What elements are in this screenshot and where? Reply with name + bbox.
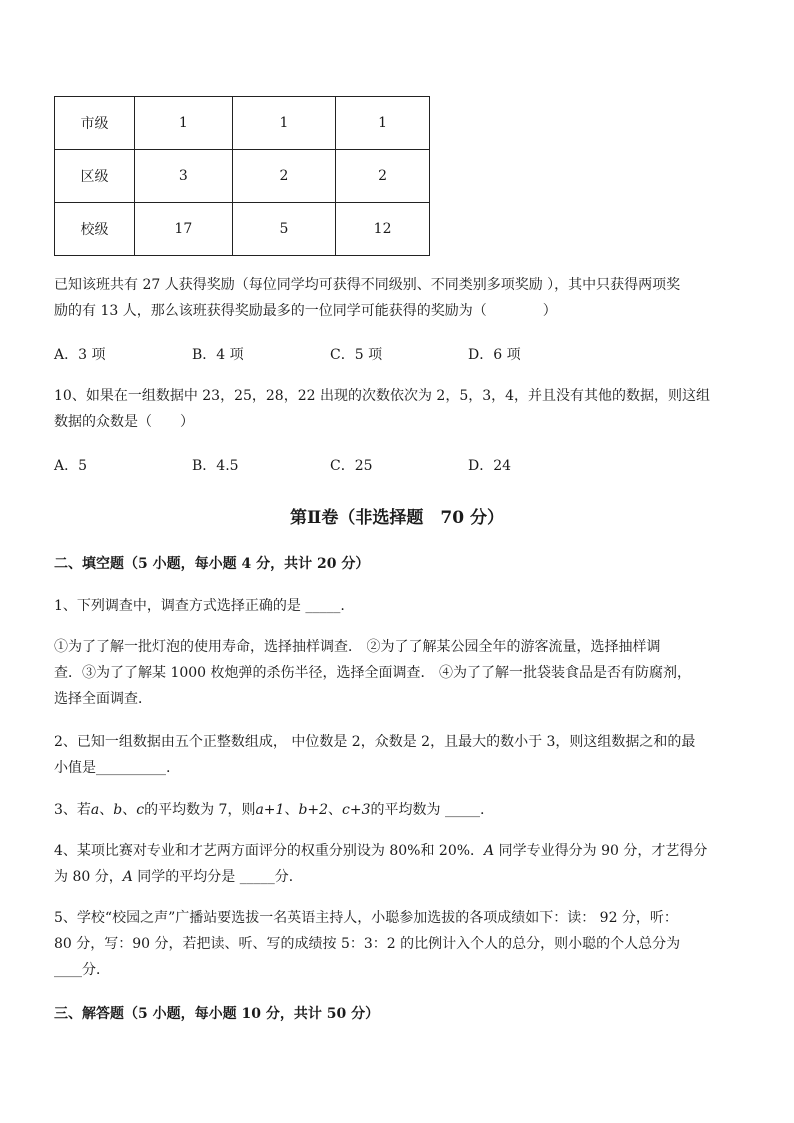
expr-b-plus-2: b+2 bbox=[298, 802, 329, 818]
question-10-line-1: 10、如果在一组数据中 23，25，28，22 出现的次数依次为 2，5，3，4，并且没有其他的数据，则这组 bbox=[54, 388, 711, 404]
option-d[interactable]: D．24 bbox=[468, 458, 512, 474]
table-cell: 3 bbox=[134, 150, 232, 203]
table-row bbox=[55, 150, 430, 203]
question-9-line-2: 励的有 13 人，那么该班获得奖励最多的一位同学可能获得的奖励为（ ） bbox=[54, 303, 557, 319]
fill-q1-line-1: 1、下列调查中，调查方式选择正确的是 _____. bbox=[54, 598, 345, 614]
var-c: c bbox=[136, 802, 145, 818]
separator: 、 bbox=[99, 802, 114, 818]
var-A: A bbox=[484, 843, 495, 859]
section-2-heading: 二、填空题（5 小题，每小题 4 分，共计 20 分） bbox=[54, 556, 370, 572]
fill-q2-line-2: 小值是__________. bbox=[54, 760, 171, 776]
question-9-stem bbox=[54, 272, 744, 324]
option-a[interactable]: A．5 bbox=[54, 458, 88, 474]
fill-q1-line-2: ①为了了解一批灯泡的使用寿命，选择抽样调查． ②为了了解某公园全年的游客流量，选择抽样调 bbox=[54, 639, 661, 655]
fill-question-1 bbox=[54, 593, 744, 619]
part-2-title: 第Ⅱ卷（非选择题 70 分） bbox=[290, 508, 504, 528]
awards-table bbox=[54, 96, 430, 256]
q3-suffix: 的平均数为 _____. bbox=[370, 802, 485, 818]
option-c[interactable]: C．25 bbox=[330, 458, 373, 474]
q3-middle: 的平均数为 7，则 bbox=[144, 802, 256, 818]
table-cell-level: 区级 bbox=[55, 150, 135, 203]
table-cell: 2 bbox=[232, 150, 336, 203]
question-10-line-2: 数据的众数是（ ） bbox=[54, 414, 194, 430]
option-b[interactable]: B．4 项 bbox=[192, 347, 244, 363]
q4-text: 为 80 分， bbox=[54, 869, 123, 885]
q4-text: 同学专业得分为 90 分，才艺得分 bbox=[494, 843, 708, 859]
option-d[interactable]: D．6 项 bbox=[468, 347, 521, 363]
fill-q3-line-1 bbox=[54, 797, 744, 823]
table-row bbox=[55, 97, 430, 150]
fill-question-5 bbox=[54, 905, 744, 983]
table-cell: 1 bbox=[134, 97, 232, 150]
table-cell-level: 市级 bbox=[55, 97, 135, 150]
fill-question-1-body bbox=[54, 634, 744, 712]
expr-a-plus-1: a+1 bbox=[255, 802, 285, 818]
q4-text: 4、某项比赛对专业和才艺两方面评分的权重分别设为 80%和 20%． bbox=[54, 843, 485, 859]
table-cell-level: 校级 bbox=[55, 203, 135, 256]
option-c[interactable]: C．5 项 bbox=[330, 347, 383, 363]
fill-q2-line-1: 2、已知一组数据由五个正整数组成， 中位数是 2，众数是 2，且最大的数小于 3，则这组数据之和的最 bbox=[54, 734, 696, 750]
expr-c-plus-3: c+3 bbox=[342, 802, 371, 818]
separator: 、 bbox=[122, 802, 137, 818]
table-row bbox=[55, 203, 430, 256]
fill-q1-line-4: 选择全面调查． bbox=[54, 691, 152, 707]
fill-q5-line-1: 5、学校“校园之声”广播站要选拔一名英语主持人，小聪参加选拔的各项成绩如下：读： 92 分，听： bbox=[54, 910, 678, 926]
q4-text: 同学的平均分是 _____分． bbox=[132, 869, 303, 885]
table-cell: 12 bbox=[336, 203, 430, 256]
fill-question-2 bbox=[54, 729, 744, 781]
var-a: a bbox=[90, 802, 100, 818]
option-a[interactable]: A．3 项 bbox=[54, 347, 106, 363]
fill-q1-line-3: 查．③为了了解某 1000 枚炮弹的杀伤半径，选择全面调查． ④为了了解一批袋装食品是否有防腐剂， bbox=[54, 665, 691, 681]
table-cell: 2 bbox=[336, 150, 430, 203]
separator: 、 bbox=[284, 802, 299, 818]
table-cell: 17 bbox=[134, 203, 232, 256]
fill-q5-line-2: 80 分，写：90 分，若把读、听、写的成绩按 5：3：2 的比例计入个人的总分，则小聪的个人总分为 bbox=[54, 936, 681, 952]
var-b: b bbox=[113, 802, 123, 818]
option-b[interactable]: B．4.5 bbox=[192, 458, 239, 474]
fill-question-3 bbox=[54, 797, 744, 823]
section-3-heading: 三、解答题（5 小题，每小题 10 分，共计 50 分） bbox=[54, 1006, 380, 1022]
table-cell: 1 bbox=[336, 97, 430, 150]
q3-prefix: 3、若 bbox=[54, 802, 91, 818]
var-A: A bbox=[122, 869, 133, 885]
table-cell: 1 bbox=[232, 97, 336, 150]
question-10-stem bbox=[54, 383, 744, 435]
question-9-line-1: 已知该班共有 27 人获得奖励（每位同学均可获得不同级别、不同类别多项奖励 ），其中只获得两项奖 bbox=[54, 277, 681, 293]
fill-question-4 bbox=[54, 838, 744, 890]
fill-q4-line-2 bbox=[54, 864, 744, 890]
separator: 、 bbox=[328, 802, 343, 818]
table-cell: 5 bbox=[232, 203, 336, 256]
fill-q4-line-1 bbox=[54, 838, 744, 864]
fill-q5-line-3: ____分． bbox=[54, 962, 110, 978]
